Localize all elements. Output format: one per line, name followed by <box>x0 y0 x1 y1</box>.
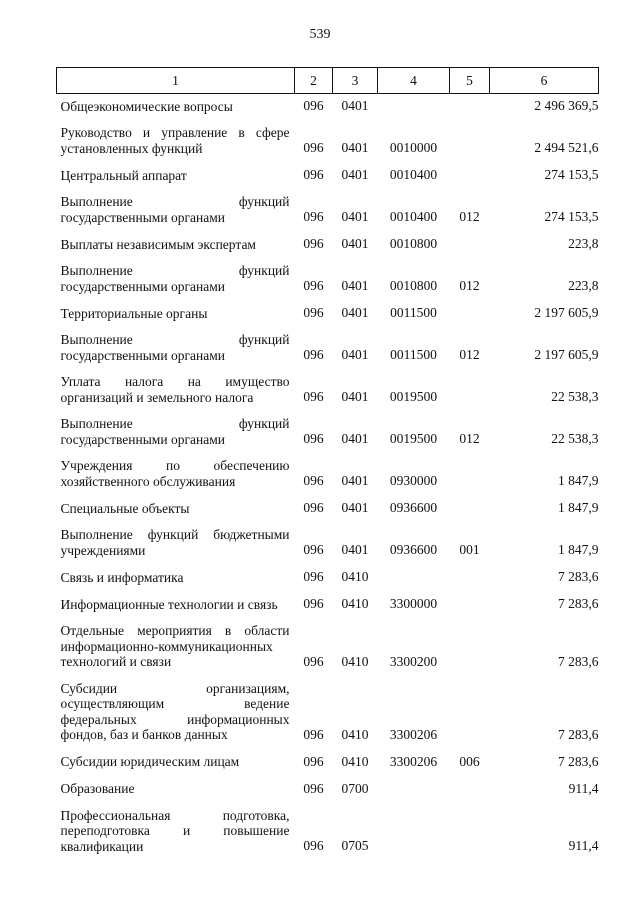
row-amount: 7 283,6 <box>558 653 599 669</box>
row-name: Субсидии юридическим лицам <box>60 754 240 769</box>
row-section-code: 0401 <box>341 305 369 320</box>
row-target-code: 0010800 <box>389 278 438 293</box>
table-row <box>57 454 599 496</box>
row-target-code <box>378 804 450 862</box>
table-row <box>57 412 599 454</box>
row-target-code: 0019500 <box>389 431 438 446</box>
row-expense-type-code <box>450 804 490 862</box>
row-target-code: 0019500 <box>389 389 438 404</box>
row-ministry-code: 096 <box>303 500 324 515</box>
row-name: Профессиональная подготовка, переподготовка и повышение квалификации <box>60 807 290 854</box>
row-amount: 1 847,9 <box>558 542 599 557</box>
row-ministry-code: 096 <box>303 542 324 557</box>
row-name: Уплата налога на имущество организаций и земельного налога <box>60 374 290 405</box>
row-ministry-code: 096 <box>303 569 324 584</box>
row-expense-type-code <box>450 677 490 750</box>
row-ministry-code: 096 <box>303 98 324 113</box>
row-target-code: 0010000 <box>389 140 438 155</box>
row-target-code: 0011500 <box>390 347 437 362</box>
row-target-code: 0010400 <box>389 209 438 224</box>
row-ministry-code: 096 <box>303 140 324 155</box>
row-ministry-code: 096 <box>303 209 324 224</box>
header-col-6: 6 <box>490 68 599 94</box>
row-expense-type-code <box>450 94 490 122</box>
row-section-code: 0401 <box>341 98 369 113</box>
row-target-code: 0930000 <box>389 473 438 488</box>
row-section-code: 0410 <box>341 753 369 769</box>
row-expense-type-code <box>450 619 490 677</box>
table-row <box>57 523 599 565</box>
row-expense-type-code <box>450 121 490 163</box>
row-target-code: 0936600 <box>389 500 438 515</box>
table-row <box>57 370 599 412</box>
row-name: Выполнение функций государственными органами <box>60 416 290 447</box>
row-expense-type-code: 012 <box>459 431 480 446</box>
table-row <box>57 677 599 750</box>
row-expense-type-code <box>450 301 490 328</box>
row-expense-type-code <box>450 496 490 523</box>
row-target-code: 3300206 <box>389 753 438 769</box>
row-name: Связь и информатика <box>60 569 184 585</box>
row-amount: 223,8 <box>568 278 599 293</box>
row-ministry-code: 096 <box>303 278 324 293</box>
row-name: Выполнение функций государственными органами <box>60 332 290 363</box>
table-row <box>57 804 599 862</box>
row-section-code: 0401 <box>341 167 369 182</box>
table-row <box>57 328 599 370</box>
row-ministry-code: 096 <box>303 305 324 320</box>
row-ministry-code: 096 <box>303 347 324 362</box>
row-name: Информационные технологии и связь <box>60 596 278 612</box>
row-target-code <box>378 94 450 122</box>
header-col-4: 4 <box>378 68 450 94</box>
row-section-code: 0401 <box>341 431 369 446</box>
table-row <box>57 496 599 523</box>
row-target-code: 0010800 <box>389 236 438 251</box>
row-section-code: 0401 <box>341 209 369 224</box>
row-section-code: 0401 <box>341 473 369 488</box>
row-section-code: 0410 <box>341 596 369 611</box>
row-target-code <box>378 777 450 804</box>
header-col-1: 1 <box>57 68 295 94</box>
row-section-code: 0401 <box>341 236 369 251</box>
row-section-code: 0401 <box>341 278 369 293</box>
row-amount: 223,8 <box>568 236 599 251</box>
row-amount: 2 197 605,9 <box>534 347 599 362</box>
table-body <box>57 94 599 862</box>
row-target-code: 0011500 <box>390 305 437 320</box>
row-name: Отдельные мероприятия в области информационно-коммуникационных технологий и связи <box>60 623 290 669</box>
row-ministry-code: 096 <box>303 473 324 488</box>
row-target-code <box>378 565 450 592</box>
table-row <box>57 94 599 122</box>
table-header <box>57 68 599 94</box>
table-row <box>57 232 599 259</box>
table-row <box>57 190 599 232</box>
header-col-5: 5 <box>450 68 490 94</box>
table-row <box>57 121 599 163</box>
row-section-code: 0705 <box>341 838 369 853</box>
row-ministry-code: 096 <box>303 431 324 446</box>
header-col-3: 3 <box>333 68 378 94</box>
row-expense-type-code: 012 <box>459 209 480 224</box>
row-section-code: 0700 <box>341 780 369 796</box>
row-expense-type-code: 006 <box>459 753 480 769</box>
row-amount: 22 538,3 <box>551 431 599 446</box>
row-section-code: 0401 <box>341 140 369 155</box>
row-name: Учреждения по обеспечению хозяйственного обслуживания <box>60 458 290 489</box>
row-name: Выполнение функций государственными органами <box>60 263 290 294</box>
row-expense-type-code: 012 <box>459 347 480 362</box>
row-name: Руководство и управление в сфере установленных функций <box>60 125 290 156</box>
table-row <box>57 619 599 677</box>
row-name: Образование <box>60 781 135 796</box>
row-amount: 911,4 <box>568 780 599 796</box>
row-name: Выполнение функций бюджетными учреждениями <box>60 527 290 558</box>
row-section-code: 0401 <box>341 500 369 515</box>
table-row <box>57 750 599 777</box>
row-amount: 1 847,9 <box>558 473 599 488</box>
row-amount: 911,4 <box>568 838 599 853</box>
table-row <box>57 301 599 328</box>
row-ministry-code: 096 <box>303 726 324 742</box>
row-amount: 7 283,6 <box>558 569 599 584</box>
row-amount: 274 153,5 <box>544 209 599 224</box>
row-section-code: 0410 <box>341 653 369 669</box>
row-expense-type-code <box>450 370 490 412</box>
row-name: Специальные объекты <box>60 500 190 516</box>
row-target-code: 3300206 <box>389 726 438 742</box>
page-number: 539 <box>309 27 331 42</box>
row-amount: 2 197 605,9 <box>534 305 599 320</box>
row-amount: 2 496 369,5 <box>534 98 599 113</box>
row-section-code: 0401 <box>341 347 369 362</box>
table-row <box>57 163 599 190</box>
row-target-code: 3300200 <box>389 653 438 669</box>
table-row <box>57 592 599 619</box>
row-amount: 7 283,6 <box>558 726 599 742</box>
row-target-code: 0010400 <box>389 167 438 182</box>
row-ministry-code: 096 <box>303 838 324 853</box>
row-target-code: 3300000 <box>389 596 438 611</box>
row-expense-type-code <box>450 163 490 190</box>
row-amount: 7 283,6 <box>558 753 599 769</box>
row-expense-type-code <box>450 777 490 804</box>
row-expense-type-code <box>450 232 490 259</box>
row-expense-type-code <box>450 592 490 619</box>
row-section-code: 0410 <box>341 569 369 584</box>
budget-table <box>56 67 599 861</box>
row-ministry-code: 096 <box>303 753 324 769</box>
row-ministry-code: 096 <box>303 167 324 182</box>
row-target-code: 0936600 <box>389 542 438 557</box>
table-row <box>57 565 599 592</box>
row-amount: 274 153,5 <box>544 167 599 182</box>
row-section-code: 0401 <box>341 389 369 404</box>
header-col-2: 2 <box>295 68 333 94</box>
row-ministry-code: 096 <box>303 596 324 611</box>
row-ministry-code: 096 <box>303 389 324 404</box>
row-amount: 22 538,3 <box>551 389 599 404</box>
row-expense-type-code: 001 <box>459 542 480 557</box>
row-section-code: 0410 <box>341 726 369 742</box>
row-amount: 1 847,9 <box>558 500 599 515</box>
row-name: Выполнение функций государственными органами <box>60 194 290 225</box>
row-section-code: 0401 <box>341 542 369 557</box>
row-ministry-code: 096 <box>303 780 324 796</box>
header-row <box>57 68 599 94</box>
row-name: Общеэкономические вопросы <box>60 98 233 114</box>
row-name: Субсидии организациям, осуществляющим ведение федеральных информационных фондов, баз и банков данных <box>60 680 290 742</box>
row-ministry-code: 096 <box>303 653 324 669</box>
row-amount: 7 283,6 <box>558 596 599 611</box>
table-row <box>57 259 599 301</box>
row-expense-type-code <box>450 454 490 496</box>
row-name: Выплаты независимым экспертам <box>60 236 256 252</box>
table-row <box>57 777 599 804</box>
row-amount: 2 494 521,6 <box>534 140 599 155</box>
row-expense-type-code <box>450 565 490 592</box>
row-ministry-code: 096 <box>303 236 324 251</box>
row-name: Центральный аппарат <box>60 167 187 183</box>
row-name: Территориальные органы <box>60 305 208 321</box>
row-expense-type-code: 012 <box>459 278 480 293</box>
